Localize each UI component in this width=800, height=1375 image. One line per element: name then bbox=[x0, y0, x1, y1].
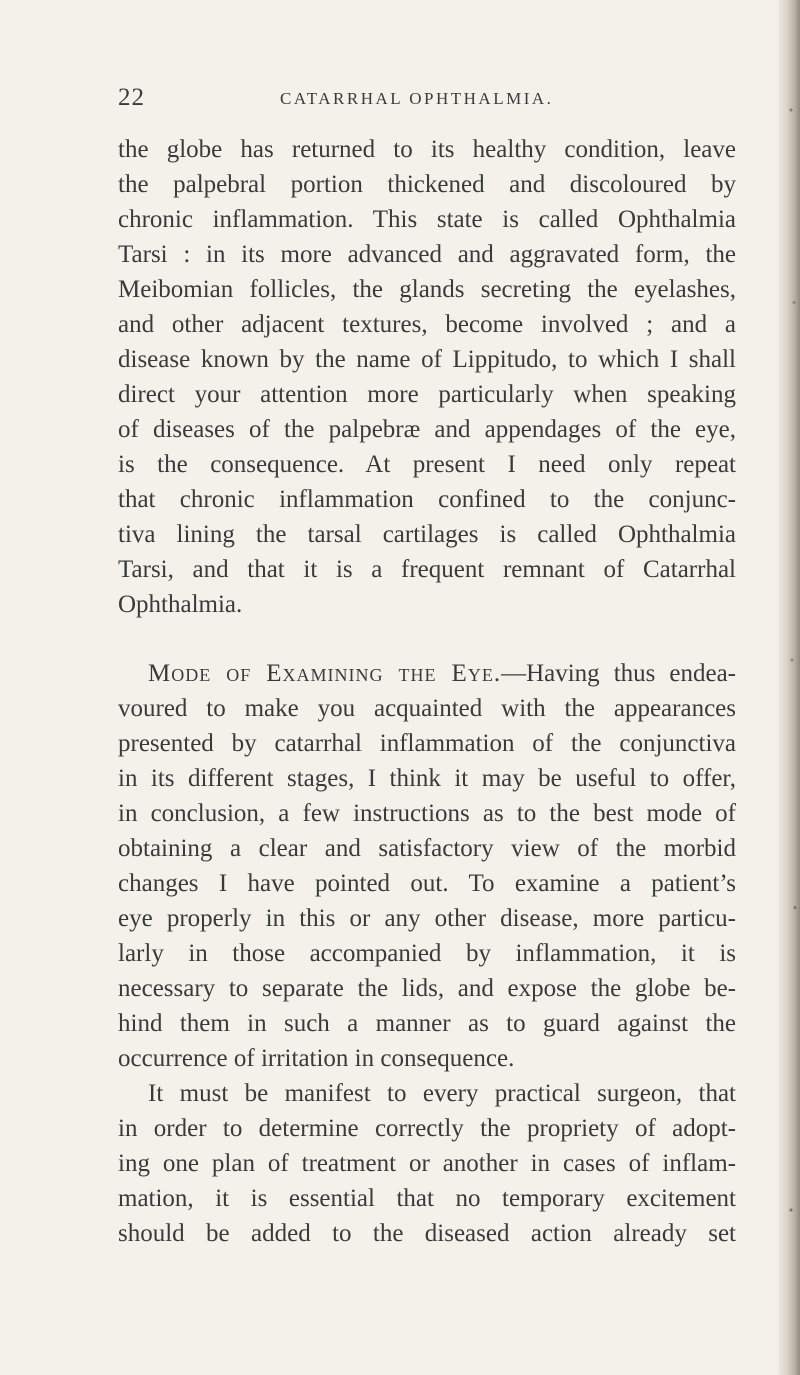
text-line: disease known by the name of Lippitudo, to which I shall bbox=[118, 346, 736, 373]
text-line: hind them in such a manner as to guard against the bbox=[118, 1010, 736, 1037]
section-heading: Mode of Examining the Eye. bbox=[148, 660, 502, 687]
text-line: Meibomian follicles, the glands secreting the eyelashes, bbox=[118, 276, 736, 303]
body-text bbox=[118, 132, 736, 1251]
text-line: the palpebral portion thickened and discoloured by bbox=[118, 171, 736, 198]
text-run: —Having thus endea- bbox=[501, 660, 736, 687]
text-line: It must be manifest to every practical surgeon, that bbox=[148, 1080, 736, 1107]
paragraph-spacing bbox=[118, 622, 736, 656]
text-line: in conclusion, a few instructions as to the best mode of bbox=[118, 800, 736, 827]
text-line: Ophthalmia. bbox=[118, 591, 243, 618]
text-line: direct your attention more particularly when speaking bbox=[118, 381, 736, 408]
text-line: occurrence of irritation in consequence. bbox=[118, 1045, 515, 1072]
text-line: Tarsi : in its more advanced and aggravated form, the bbox=[118, 241, 736, 268]
text-line: in its different stages, I think it may be useful to offer, bbox=[118, 765, 736, 792]
paragraph-1 bbox=[118, 132, 736, 622]
text-line: in order to determine correctly the propriety of adopt- bbox=[118, 1115, 736, 1142]
paragraph-3 bbox=[118, 1076, 736, 1251]
text-line: changes I have pointed out. To examine a patient’s bbox=[118, 870, 736, 897]
text-line: is the consequence. At present I need only repeat bbox=[118, 451, 736, 478]
page-edge-marks bbox=[788, 0, 798, 1375]
text-line: obtaining a clear and satisfactory view of the morbid bbox=[118, 835, 736, 862]
text-line: of diseases of the palpebræ and appendages of the eye, bbox=[118, 416, 736, 443]
text-line: voured to make you acquainted with the appearances bbox=[118, 695, 736, 722]
text-line: chronic inflammation. This state is called Ophthalmia bbox=[118, 206, 736, 233]
text-line: that chronic inflammation confined to the conjunc- bbox=[118, 486, 736, 513]
text-line: ing one plan of treatment or another in cases of inflam- bbox=[118, 1150, 736, 1177]
text-line: Tarsi, and that it is a frequent remnant of Catarrhal bbox=[118, 556, 736, 583]
page-header bbox=[118, 84, 738, 116]
page-number: 22 bbox=[118, 84, 145, 111]
text-line: eye properly in this or any other disease, more particu- bbox=[118, 905, 736, 932]
text-line: the globe has returned to its healthy condition, leave bbox=[118, 136, 736, 163]
text-line: necessary to separate the lids, and expose the globe be- bbox=[118, 975, 736, 1002]
text-line: tiva lining the tarsal cartilages is called Ophthalmia bbox=[118, 521, 736, 548]
section-heading-line bbox=[118, 656, 736, 691]
text-line: larly in those accompanied by inflammation, it is bbox=[118, 940, 736, 967]
text-line: mation, it is essential that no temporary excitement bbox=[118, 1185, 736, 1212]
text-line: presented by catarrhal inflammation of the conjunctiva bbox=[118, 730, 736, 757]
paragraph-2 bbox=[118, 656, 736, 1076]
running-head: CATARRHAL OPHTHALMIA. bbox=[280, 89, 554, 108]
text-line: should be added to the diseased action already set bbox=[118, 1220, 736, 1247]
text-line: and other adjacent textures, become involved ; and a bbox=[118, 311, 736, 338]
